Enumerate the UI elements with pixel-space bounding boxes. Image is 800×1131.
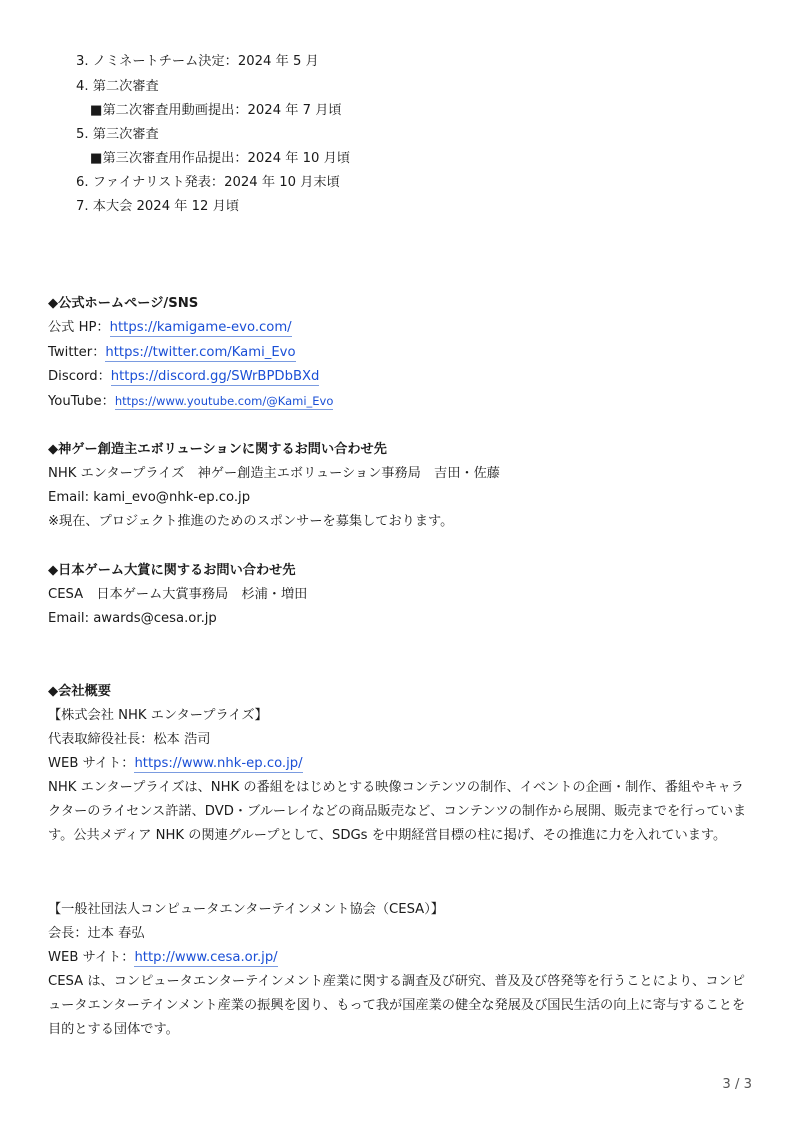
official-youtube-row	[48, 393, 333, 410]
cesa-web-row	[48, 950, 278, 966]
cesa-web-link[interactable]: http://www.cesa.or.jp/	[134, 950, 278, 965]
youtube-link[interactable]: https://www.youtube.com/@Kami_Evo	[114, 394, 334, 408]
contact-award-heading: ◆日本ゲーム大賞に関するお問い合わせ先	[48, 563, 296, 578]
cesa-description: CESA は、コンピュータエンターテインメント産業に関する調査及び研究、普及及び啓発等を行うことにより、コンピュータエンターテインメント産業の振興を図り、もって我が国産業の健全な発展及び国民生活の向上に寄与することを目的とする団体です。	[48, 974, 746, 1037]
schedule-item-4: 4. 第二次審査	[76, 79, 159, 94]
cesa-web-label: WEB サイト：	[48, 950, 135, 965]
nhk-ceo: 代表取締役社長：松本 浩司	[48, 732, 211, 747]
twitter-link[interactable]: https://twitter.com/Kami_Evo	[105, 345, 296, 360]
page-number: 3 / 3	[722, 1077, 752, 1092]
cesa-chair: 会長：辻本 春弘	[48, 926, 145, 941]
schedule-item-6: 6. ファイナリスト発表：2024 年 10 月末頃	[76, 175, 340, 190]
official-hp-row	[48, 320, 292, 336]
youtube-label: YouTube：	[48, 394, 115, 409]
contact-evo-note: ※現在、プロジェクト推進のためのスポンサーを募集しております。	[48, 514, 454, 529]
hp-link[interactable]: https://kamigame-evo.com/	[109, 320, 292, 335]
schedule-item-5-sub: ■第三次審査用作品提出：2024 年 10 月頃	[90, 151, 351, 166]
company-heading: ◆会社概要	[48, 684, 111, 699]
nhk-web-row	[48, 756, 303, 772]
discord-link[interactable]: https://discord.gg/SWrBPDbBXd	[110, 369, 320, 384]
nhk-company-name: 【株式会社 NHK エンタープライズ】	[48, 708, 268, 723]
hp-label: 公式 HP：	[48, 320, 110, 335]
nhk-description: NHK エンタープライズは、NHK の番組をはじめとする映像コンテンツの制作、イベントの企画・制作、番組やキャラクターのライセンス許諾、DVD・ブルーレイなどの商品販売など、コンテンツの制作から展開、販売までを行っています。公共メディア NHK の関連グループとして、SDGs を中期経営目標の柱に掲げ、その推進に力を入れています。	[48, 780, 747, 843]
nhk-web-link[interactable]: https://www.nhk-ep.co.jp/	[134, 756, 303, 771]
official-discord-row	[48, 369, 319, 385]
schedule-item-4-sub: ■第二次審査用動画提出：2024 年 7 月頃	[90, 103, 342, 118]
schedule-item-5: 5. 第三次審査	[76, 127, 159, 142]
contact-evo-org: NHK エンタープライズ 神ゲー創造主エボリューション事務局 吉田・佐藤	[48, 466, 500, 481]
contact-evo-email: Email: kami_evo@nhk-ep.co.jp	[48, 490, 251, 505]
schedule-item-7: 7. 本大会 2024 年 12 月頃	[76, 199, 240, 214]
official-heading: ◆公式ホームページ/SNS	[48, 296, 199, 311]
contact-evo-heading: ◆神ゲー創造主エボリューションに関するお問い合わせ先	[48, 442, 387, 457]
contact-award-org: CESA 日本ゲーム大賞事務局 杉浦・増田	[48, 587, 308, 602]
contact-award-email: Email: awards@cesa.or.jp	[48, 611, 217, 626]
discord-label: Discord：	[48, 369, 111, 384]
twitter-label: Twitter：	[48, 345, 106, 360]
nhk-web-label: WEB サイト：	[48, 756, 135, 771]
schedule-item-3: 3. ノミネートチーム決定：2024 年 5 月	[76, 54, 319, 69]
official-twitter-row	[48, 345, 296, 361]
cesa-name: 【一般社団法人コンピュータエンターテインメント協会（CESA）】	[48, 902, 444, 917]
